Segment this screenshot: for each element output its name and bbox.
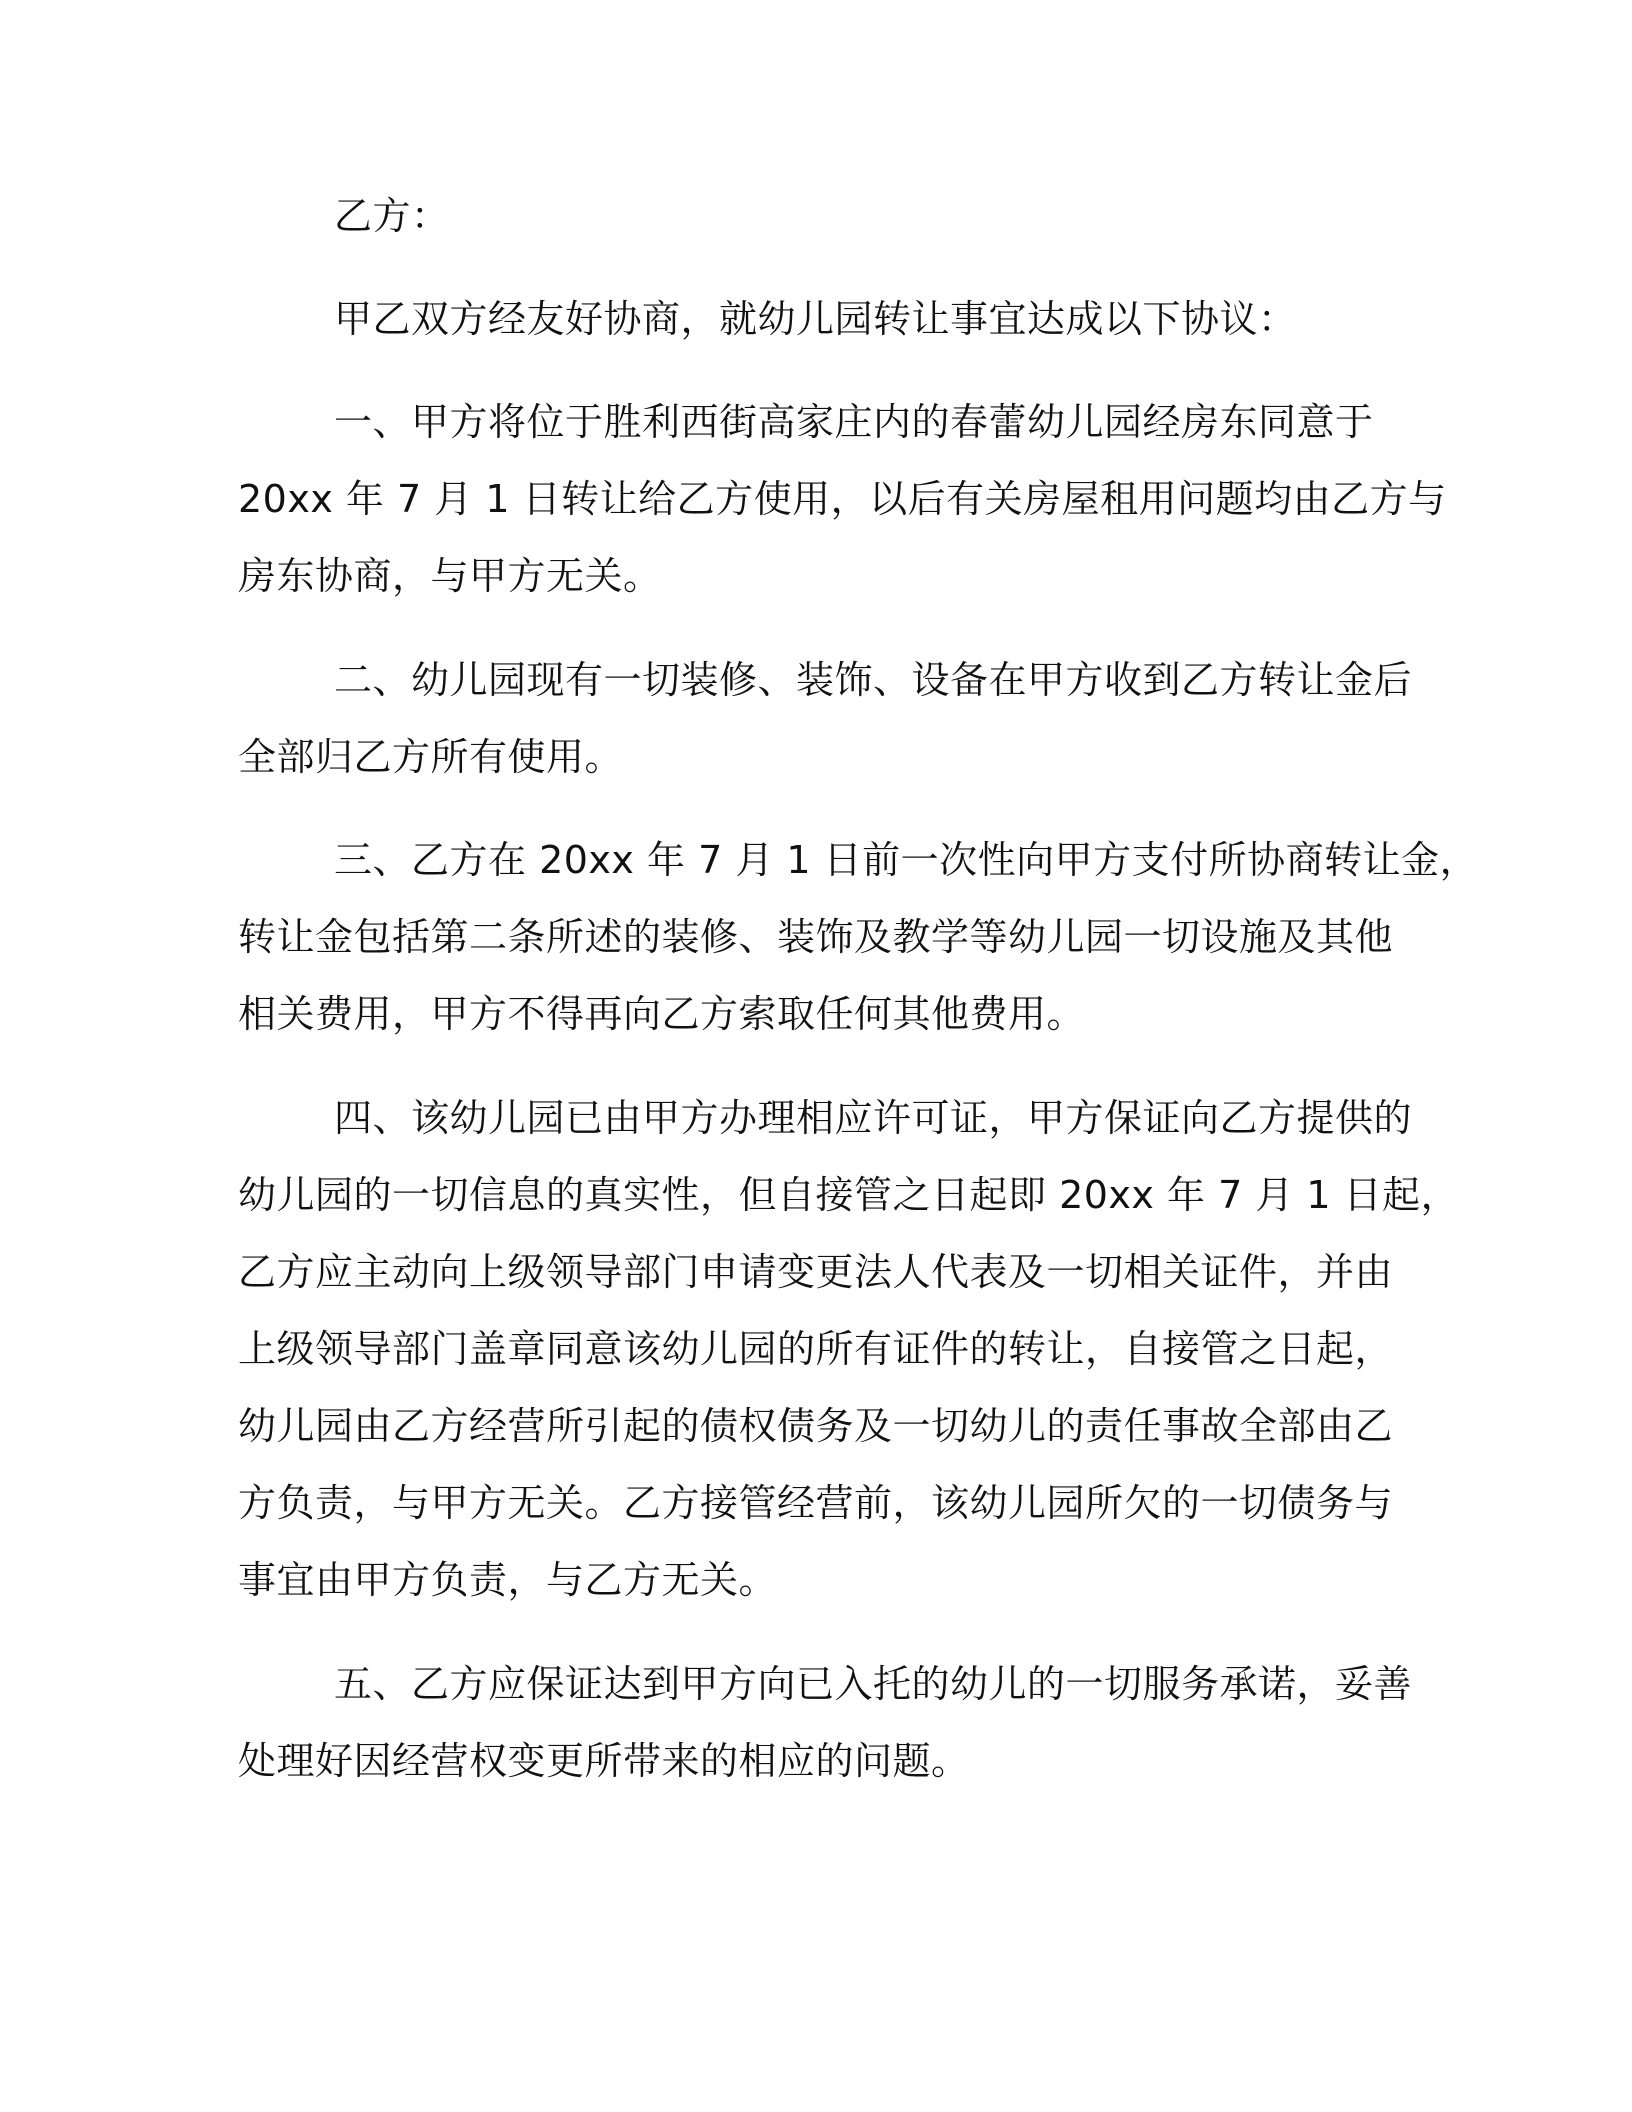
clause-5-line: 处理好因经营权变更所带来的相应的问题。 bbox=[238, 1739, 970, 1783]
clause-3-line: 转让金包括第二条所述的装修、装饰及教学等幼儿园一切设施及其他 bbox=[238, 915, 1394, 959]
clause-1-line: 房东协商，与甲方无关。 bbox=[238, 554, 662, 598]
clause-4-line: 四、该幼儿园已由甲方办理相应许可证，甲方保证向乙方提供的 bbox=[334, 1096, 1413, 1140]
clause-5-line: 五、乙方应保证达到甲方向已入托的幼儿的一切服务承诺，妥善 bbox=[334, 1662, 1413, 1706]
clause-3-line: 三、乙方在 20xx 年 7 月 1 日前一次性向甲方支付所协商转让金， bbox=[334, 838, 1479, 882]
intro-paragraph: 甲乙双方经友好协商，就幼儿园转让事宜达成以下协议： bbox=[334, 297, 1297, 341]
clause-4-line: 方负责，与甲方无关。乙方接管经营前，该幼儿园所欠的一切债务与 bbox=[238, 1481, 1394, 1525]
clause-2-line: 二、幼儿园现有一切装修、装饰、设备在甲方收到乙方转让金后 bbox=[334, 658, 1413, 702]
clause-2-line: 全部归乙方所有使用。 bbox=[238, 735, 624, 779]
clause-3-line: 相关费用，甲方不得再向乙方索取任何其他费用。 bbox=[238, 992, 1086, 1036]
clause-4-line: 乙方应主动向上级领导部门申请变更法人代表及一切相关证件，并由 bbox=[238, 1250, 1394, 1294]
clause-4-line: 事宜由甲方负责，与乙方无关。 bbox=[238, 1558, 778, 1602]
clause-1-line: 20xx 年 7 月 1 日转让给乙方使用，以后有关房屋租用问题均由乙方与 bbox=[238, 477, 1447, 521]
clause-4-line: 幼儿园由乙方经营所引起的债权债务及一切幼儿的责任事故全部由乙 bbox=[238, 1404, 1394, 1448]
clause-4-line: 幼儿园的一切信息的真实性，但自接管之日起即 20xx 年 7 月 1 日起， bbox=[238, 1173, 1460, 1217]
party-b-label: 乙方： bbox=[334, 194, 450, 238]
clause-4-line: 上级领导部门盖章同意该幼儿园的所有证件的转让，自接管之日起， bbox=[238, 1327, 1394, 1371]
clause-1-line: 一、甲方将位于胜利西街高家庄内的春蕾幼儿园经房东同意于 bbox=[334, 400, 1374, 444]
